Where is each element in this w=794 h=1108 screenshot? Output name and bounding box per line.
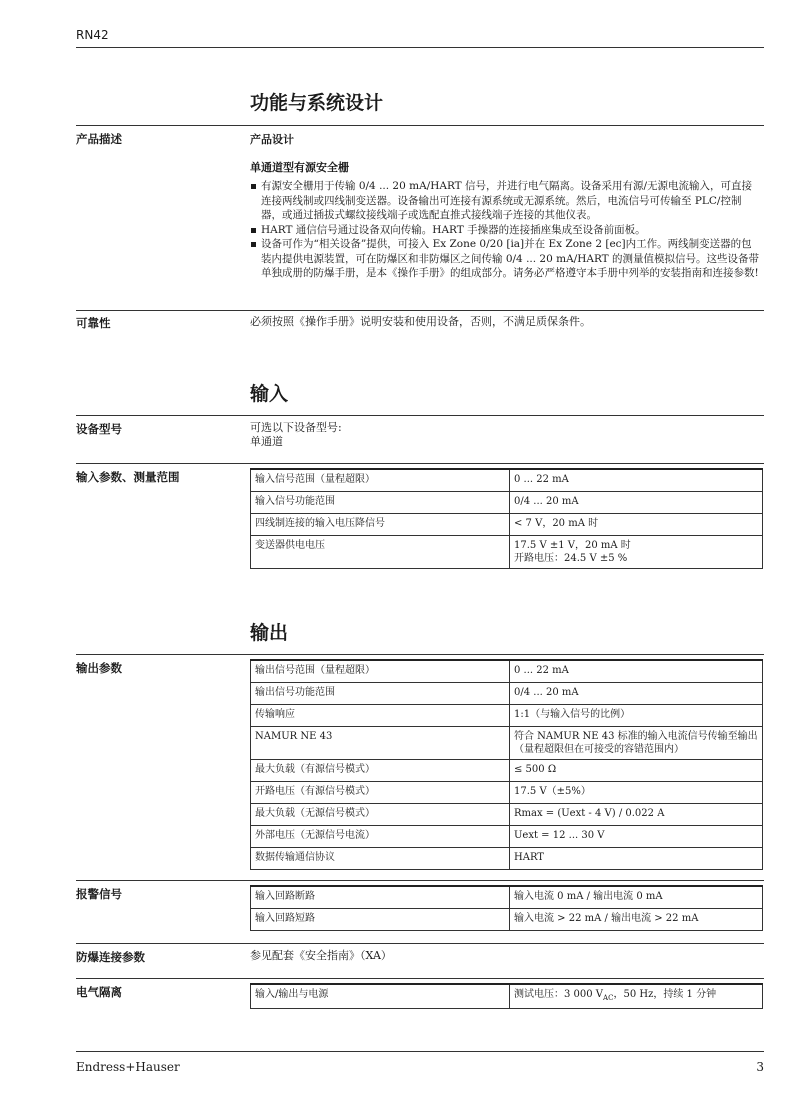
table-cell-value (510, 536, 763, 569)
table-cell-value: 17.5 V（±5%） (510, 782, 763, 804)
output-params-table (250, 659, 763, 870)
table-cell-param: 最大负载（无源信号模式） (251, 804, 510, 826)
header-rule (76, 47, 764, 48)
table-cell-value: HART (510, 848, 763, 870)
table-cell-value: 0 ... 22 mA (510, 660, 763, 683)
label-output-params: 输出参数 (76, 661, 122, 675)
rule-product-description (76, 125, 764, 126)
table-cell-param: 输入/输出与电源 (251, 984, 510, 1009)
table-row (251, 536, 763, 569)
bullet-icon (251, 184, 256, 189)
isolation-table (250, 983, 763, 1009)
table-cell-value: 测试电压：3 000 $V_{AC}$，50 Hz，持续 1 分钟 (510, 984, 763, 1009)
table-cell-param: 最大负载（有源信号模式） (251, 760, 510, 782)
table-cell-value: Uext = 12 ... 30 V (510, 826, 763, 848)
table-row (251, 760, 763, 782)
table-cell-value: < 7 V，20 mA 时 (510, 514, 763, 536)
list-item: 有源安全栅用于传输 0/4 ... 20 mA/HART 信号，并进行电气隔离。设备采用有源/无源电流输入，可直接连接两线制或四线制变送器。设备输出可连接有源系统或无源系统。然后，电流信号可传输至 PLC/控制器，或通过插拔式螺纹接线端子或选配直推式接线端子连接的其他仪表。 (250, 179, 762, 223)
rule-alarm (76, 880, 764, 881)
supply-voltage-line1: 17.5 V ±1 V，20 mA 时 (514, 540, 631, 551)
table-cell-param: NAMUR NE 43 (251, 727, 510, 760)
table-cell-param: 外部电压（无源信号电流） (251, 826, 510, 848)
table-row (251, 469, 763, 492)
table-cell-param: 传输响应 (251, 705, 510, 727)
table-row (251, 514, 763, 536)
table-cell-value: ≤ 500 Ω (510, 760, 763, 782)
table-row (251, 848, 763, 870)
table-row (251, 683, 763, 705)
table-cell-param: 输入回路短路 (251, 909, 510, 931)
table-row (251, 660, 763, 683)
table-row (251, 492, 763, 514)
document-title: RN42 (76, 28, 109, 42)
table-cell-value: 符合 NAMUR NE 43 标准的输入电流信号传输至输出（量程超限但在可接受的容错范围内） (510, 727, 763, 760)
label-ex-params: 防爆连接参数 (76, 950, 145, 964)
rule-input-params (76, 463, 764, 464)
bullet-icon (251, 242, 256, 247)
subheading-single-channel: 单通道型有源安全栅 (250, 161, 349, 174)
section-heading-design: 功能与系统设计 (250, 92, 384, 114)
label-isolation: 电气隔离 (76, 985, 122, 999)
table-row (251, 886, 763, 909)
table-row (251, 909, 763, 931)
table-row (251, 705, 763, 727)
section-heading-output: 输出 (250, 622, 289, 644)
label-reliability: 可靠性 (76, 316, 111, 330)
table-cell-value: 0/4 ... 20 mA (510, 683, 763, 705)
table-row (251, 804, 763, 826)
table-row (251, 782, 763, 804)
table-cell-value: 1:1（与输入信号的比例） (510, 705, 763, 727)
table-cell-param: 输出信号功能范围 (251, 683, 510, 705)
label-input-params: 输入参数、测量范围 (76, 470, 180, 484)
label-device-type: 设备型号 (76, 422, 122, 436)
table-row (251, 826, 763, 848)
rule-isolation (76, 978, 764, 979)
table-cell-param: 变送器供电电压 (251, 536, 510, 569)
rule-ex-params (76, 943, 764, 944)
table-cell-param: 输入回路断路 (251, 886, 510, 909)
table-cell-value: 0/4 ... 20 mA (510, 492, 763, 514)
table-cell-param: 开路电压（有源信号模式） (251, 782, 510, 804)
device-type-line2: 单通道 (250, 435, 283, 448)
input-params-table (250, 468, 763, 569)
alarm-table (250, 885, 763, 931)
device-type-line1: 可选以下设备型号: (250, 421, 342, 434)
section-heading-input: 输入 (250, 383, 289, 405)
label-product-description: 产品描述 (76, 132, 122, 146)
table-cell-param: 数据传输通信协议 (251, 848, 510, 870)
table-cell-param: 输出信号范围（量程超限） (251, 660, 510, 683)
bullet-icon (251, 228, 256, 233)
rule-output-params (76, 654, 764, 655)
table-row (251, 727, 763, 760)
product-bullet-list (250, 179, 762, 281)
page-number: 3 (756, 1060, 764, 1074)
list-item: 设备可作为“相关设备”提供，可接入 Ex Zone 0/20 [ia]并在 Ex Zone 2 [ec]内工作。两线制变送器的包装内提供电源装置，可在防爆区和非防爆区之间传输 0/4 ... 20 mA/HART 的测量值模拟信号。这些设备带单独成册的防爆手册，是本《操作手册》的组成部分。请务必严格遵守本手册中列举的安装指南和连接参数! (250, 237, 762, 281)
rule-reliability (76, 310, 764, 311)
table-cell-value: 输入电流 > 22 mA / 输出电流 > 22 mA (510, 909, 763, 931)
footer-rule (76, 1051, 764, 1052)
list-item: HART 通信信号通过设备双向传输。HART 手操器的连接插座集成至设备前面板。 (250, 223, 762, 238)
label-alarm: 报警信号 (76, 887, 122, 901)
table-cell-param: 四线制连接的输入电压降信号 (251, 514, 510, 536)
ex-params-text: 参见配套《安全指南》（XA） (250, 949, 392, 962)
supply-voltage-line2: 开路电压：24.5 V ±5 % (514, 553, 628, 564)
table-cell-param: 输入信号功能范围 (251, 492, 510, 514)
footer-brand: Endress+Hauser (76, 1060, 180, 1074)
subheading-product-design: 产品设计 (250, 133, 294, 146)
table-cell-param: 输入信号范围（量程超限） (251, 469, 510, 492)
rule-device-type (76, 415, 764, 416)
table-cell-value: 0 ... 22 mA (510, 469, 763, 492)
table-cell-value: Rmax = (Uext - 4 V) / 0.022 A (510, 804, 763, 826)
reliability-text: 必须按照《操作手册》说明安装和使用设备，否则，不满足质保条件。 (250, 315, 591, 328)
table-row (251, 984, 763, 1009)
table-cell-value: 输入电流 0 mA / 输出电流 0 mA (510, 886, 763, 909)
